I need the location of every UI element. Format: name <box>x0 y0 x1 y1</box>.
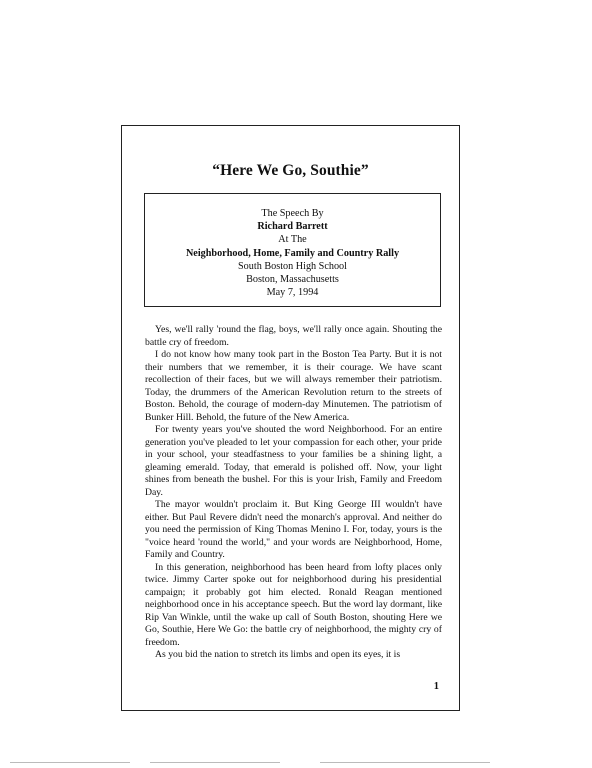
paragraph: For twenty years you've shouted the word Neighborhood. For an entire generation you've pleaded to let your compassion for each other, your pride in your school, your steadfastness to your families be a shining light, a gleaming emerald. Today, that emerald is polished off. Now, your light shines from beneath the bushel. For this is your Irish, Family and Freedom Day. <box>145 424 442 498</box>
paragraph: As you bid the nation to stretch its limbs and open its eyes, it is <box>155 649 401 660</box>
info-line-speech-by: The Speech By <box>261 208 324 219</box>
paragraph: The mayor wouldn't proclaim it. But King George III wouldn't have either. But Paul Revere didn't need the monarch's approval. And neither do you need the permission of King Thomas Menino I. For, today, yours is the "voice heard 'round the world," and your words are Neighborhood, Home, Family and Country. <box>145 499 442 560</box>
info-line-at-the: At The <box>278 234 307 246</box>
scan-artifact-line <box>320 762 490 763</box>
document-page <box>121 125 460 711</box>
scan-artifact-line <box>10 762 130 763</box>
speech-title: “Here We Go, Southie” <box>212 162 369 179</box>
event-location: Boston, Massachusetts <box>246 274 339 286</box>
paragraph: Yes, we'll rally 'round the flag, boys, we'll rally once again. Shouting the battle cry of freedom. <box>145 324 442 348</box>
paragraph: In this generation, neighborhood has been heard from lofty places only twice. Jimmy Carter spoke out for neighborhood during his presidential campaign; it probably got him elected. Ronald Reagan mentioned neighborhood once in his acceptance speech. But the word lay dormant, like Rip Van Winkle, until the wake up call of South Boston, shouting Here we Go, Southie, Here We Go: the battle cry of neighborhood, the mighty cry of freedom. <box>145 561 442 648</box>
paragraph: I do not know how many took part in the Boston Tea Party. But it is not their numbers that we remember, it is their courage. We have scant recollection of their faces, but we will always remember their patriotism. Today, the drummers of the American Revolution return to the streets of Boston. Behold, the courage of modern-day Minutemen. The patriotism of Bunker Hill. Behold, the future of the New America. <box>145 349 442 423</box>
scan-artifact-line <box>150 762 280 763</box>
page-number: 1 <box>433 681 439 692</box>
speaker-name: Richard Barrett <box>257 221 328 233</box>
event-name: Neighborhood, Home, Family and Country Rally <box>185 247 400 259</box>
event-date: May 7, 1994 <box>266 287 319 299</box>
speech-info-box <box>144 193 441 307</box>
speech-body <box>145 324 442 662</box>
venue-name: South Boston High School <box>238 260 347 272</box>
